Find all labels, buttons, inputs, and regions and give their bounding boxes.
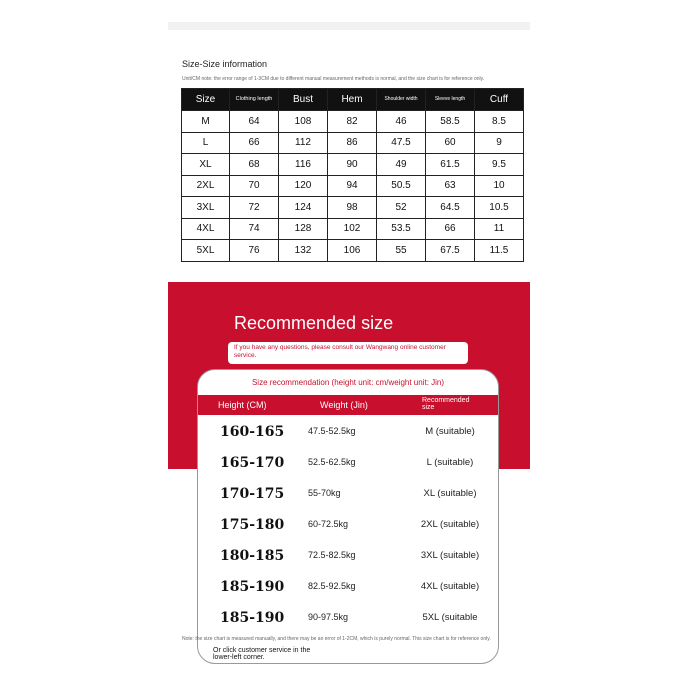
customer-service-link[interactable]: Or click customer service in the lower-left corner.: [213, 647, 311, 661]
table-cell: 66: [426, 218, 475, 240]
table-cell: 132: [279, 240, 328, 262]
header-size: Size: [182, 89, 230, 111]
size-table-header: [182, 89, 524, 111]
table-cell: 63: [426, 175, 475, 197]
table-cell: 4XL: [182, 218, 230, 240]
table-cell: 66: [230, 132, 279, 154]
table-cell: 5XL: [182, 240, 230, 262]
recommended-size: 3XL (suitable): [420, 550, 480, 561]
weight-range: 90-97.5kg: [308, 612, 349, 622]
table-cell: L: [182, 132, 230, 154]
height-range: 170-175: [220, 486, 285, 502]
table-cell: 72: [230, 197, 279, 219]
weight-range: 72.5-82.5kg: [308, 550, 356, 560]
table-cell: 8.5: [475, 111, 524, 133]
table-cell: 82: [328, 111, 377, 133]
table-cell: 124: [279, 197, 328, 219]
header-clothing-length: Clothing length: [230, 89, 279, 111]
recommend-row: [198, 573, 498, 604]
header-shoulder-width: Shoulder width: [377, 89, 426, 111]
table-cell: 112: [279, 132, 328, 154]
table-cell: 9.5: [475, 154, 524, 176]
table-cell: 74: [230, 218, 279, 240]
table-cell: 67.5: [426, 240, 475, 262]
recommend-row: [198, 604, 498, 635]
table-cell: 50.5: [377, 175, 426, 197]
table-cell: 60: [426, 132, 475, 154]
size-info-title: Size-Size information: [182, 59, 268, 69]
height-range: 165-170: [220, 455, 285, 471]
table-cell: 94: [328, 175, 377, 197]
header-hem: Hem: [328, 89, 377, 111]
table-cell: 10.5: [475, 197, 524, 219]
header-weight: Weight (Jin): [320, 400, 368, 410]
height-range: 185-190: [220, 610, 285, 626]
weight-range: 52.5-62.5kg: [308, 457, 356, 467]
table-row: [182, 218, 524, 240]
table-cell: 61.5: [426, 154, 475, 176]
table-cell: 70: [230, 175, 279, 197]
header-recommended-size: Recommended size: [422, 397, 470, 411]
table-cell: 55: [377, 240, 426, 262]
recommend-row: [198, 449, 498, 480]
table-row: [182, 175, 524, 197]
table-cell: 128: [279, 218, 328, 240]
table-cell: 9: [475, 132, 524, 154]
footer-note: Note: the size chart is measured manually, and there may be an error of 1-2CM, which is purely normal. This size chart is for reference only.: [182, 636, 491, 642]
header-bust: Bust: [279, 89, 328, 111]
recommend-row: [198, 480, 498, 511]
table-cell: 46: [377, 111, 426, 133]
table-cell: 58.5: [426, 111, 475, 133]
recommend-row: [198, 542, 498, 573]
recommended-size: M (suitable): [425, 426, 475, 437]
table-cell: 11: [475, 218, 524, 240]
height-range: 185-190: [220, 579, 285, 595]
table-cell: 98: [328, 197, 377, 219]
table-cell: 64: [230, 111, 279, 133]
table-cell: 3XL: [182, 197, 230, 219]
table-cell: 106: [328, 240, 377, 262]
size-table: [181, 88, 524, 262]
weight-range: 82.5-92.5kg: [308, 581, 356, 591]
table-cell: 102: [328, 218, 377, 240]
table-cell: 53.5: [377, 218, 426, 240]
recommended-size: L (suitable): [426, 457, 474, 468]
recommend-header: [198, 395, 498, 415]
table-cell: XL: [182, 154, 230, 176]
recommend-subtitle: Size recommendation (height unit: cm/weight unit: Jin): [251, 378, 445, 387]
table-cell: 64.5: [426, 197, 475, 219]
weight-range: 47.5-52.5kg: [308, 426, 356, 436]
table-cell: 120: [279, 175, 328, 197]
table-cell: 76: [230, 240, 279, 262]
header-height: Height (CM): [218, 400, 267, 410]
table-row: [182, 111, 524, 133]
height-range: 160-165: [220, 424, 285, 440]
height-range: 180-185: [220, 548, 285, 564]
recommended-size: 4XL (suitable): [420, 581, 480, 592]
table-cell: 10: [475, 175, 524, 197]
consult-notice: If you have any questions, please consult our Wangwang online customer service.: [228, 342, 468, 364]
table-cell: 86: [328, 132, 377, 154]
recommend-card: [197, 369, 499, 664]
recommend-row: [198, 418, 498, 449]
table-cell: 108: [279, 111, 328, 133]
table-cell: 116: [279, 154, 328, 176]
header-cuff: Cuff: [475, 89, 524, 111]
table-row: [182, 154, 524, 176]
height-range: 175-180: [220, 517, 285, 533]
table-cell: 49: [377, 154, 426, 176]
table-row: [182, 132, 524, 154]
recommended-size: 2XL (suitable): [420, 519, 480, 530]
weight-range: 55-70kg: [308, 488, 341, 498]
table-row: [182, 240, 524, 262]
top-divider-strip: [168, 22, 530, 30]
table-cell: M: [182, 111, 230, 133]
table-row: [182, 197, 524, 219]
table-cell: 47.5: [377, 132, 426, 154]
table-cell: 2XL: [182, 175, 230, 197]
weight-range: 60-72.5kg: [308, 519, 349, 529]
recommend-row: [198, 511, 498, 542]
table-cell: 90: [328, 154, 377, 176]
header-sleeve-length: Sleeve length: [426, 89, 475, 111]
recommend-title: Recommended size: [234, 313, 394, 333]
table-cell: 11.5: [475, 240, 524, 262]
size-info-note: Unit/CM note: the error range of 1-3CM due to different manual measurement methods is normal, and the size chart is for reference only.: [182, 76, 485, 82]
table-cell: 52: [377, 197, 426, 219]
recommended-size: 5XL (suitable: [422, 612, 478, 623]
recommended-size: XL (suitable): [423, 488, 477, 499]
table-cell: 68: [230, 154, 279, 176]
